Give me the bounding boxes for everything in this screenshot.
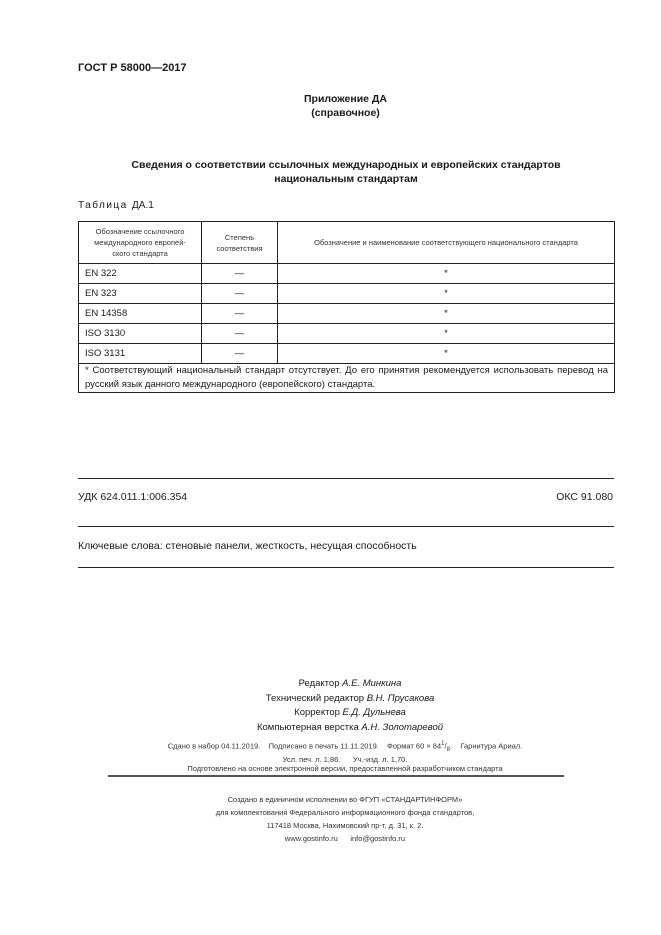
table-note-row [79, 364, 615, 393]
header-national-standard: Обозначение и наименование соответствующего национального стандарта [278, 222, 615, 264]
heading-line-1: Сведения о соответствии ссылочных международных и европейских стандартов [131, 159, 561, 171]
credit-person: А.Н. Золотаревой [361, 721, 444, 733]
cell-intl-standard: EN 322 [79, 264, 202, 284]
table-row [79, 264, 615, 284]
table-row [79, 324, 615, 344]
publisher-line: Создано в единичном исполнении во ФГУП «СТАНДАРТИНФОРМ» [227, 795, 463, 804]
format-fraction-numerator: 1 [441, 741, 445, 747]
cell-conformity: — [202, 284, 278, 304]
credit-person: А.Е. Минкина [342, 678, 402, 689]
standards-table [78, 221, 615, 393]
cell-national-standard: * [278, 344, 615, 364]
publisher-address: 117418 Москва, Нахимовский пр-т, д. 31, к. 2. [266, 821, 424, 830]
header-conformity: Степень соответствия [202, 222, 278, 264]
cell-intl-standard: ISO 3130 [79, 324, 202, 344]
print-info-line-3: Подготовлено на основе электронной версии, предоставленной разработчиком стандарта [187, 764, 503, 773]
cell-conformity: — [202, 344, 278, 364]
credit-person: Е.Д. Дульнева [342, 707, 406, 718]
cell-national-standard: * [278, 284, 615, 304]
divider-rule [78, 526, 614, 527]
credit-role: Компьютерная верстка [256, 721, 359, 733]
table-row [79, 284, 615, 304]
table-caption-prefix: Таблица [78, 200, 128, 211]
credit-role: Технический редактор [265, 692, 365, 704]
cell-intl-standard: EN 14358 [79, 304, 202, 324]
annex-block [0, 92, 661, 120]
publisher-block [160, 793, 530, 845]
document-code: ГОСТ Р 58000—2017 [78, 62, 187, 74]
credit-line [240, 692, 460, 707]
print-dates-format: Сдано в набор 04.11.2019. Подписано в печать 11.11.2019. Формат 60 × 84 [167, 741, 442, 751]
credit-role: Редактор [298, 678, 340, 689]
annex-title: Приложение ДА [304, 93, 387, 105]
table-footnote: * Соответствующий национальный стандарт отсутствует. До его принятия рекомендуется использовать перевод на русский язык данного международного (европейского) стандарта. [79, 364, 615, 393]
keywords: Ключевые слова: стеновые панели, жесткость, несущая способность [78, 540, 417, 552]
heading-line-2: национальным стандартам [274, 173, 418, 185]
udk-code: УДК 624.011.1:006.354 [78, 491, 188, 503]
oks-code: ОКС 91.080 [556, 491, 613, 503]
cell-conformity: — [202, 304, 278, 324]
cell-national-standard: * [278, 304, 615, 324]
credit-line [240, 706, 460, 721]
divider-rule [78, 478, 614, 479]
cell-conformity: — [202, 264, 278, 284]
cell-national-standard: * [278, 264, 615, 284]
cell-conformity: — [202, 324, 278, 344]
table-row [79, 304, 615, 324]
editorial-credits [240, 677, 460, 735]
header-intl-standard: Обозначение ссылочного международного европей- ского стандарта [79, 222, 202, 264]
cell-national-standard: * [278, 324, 615, 344]
section-heading [78, 158, 614, 186]
table-caption [78, 200, 154, 211]
credit-line [240, 721, 460, 736]
table-caption-number: ДА.1 [132, 200, 154, 211]
divider-rule [108, 776, 564, 777]
format-fraction-denominator: 8 [446, 747, 450, 753]
cell-intl-standard: ISO 3131 [79, 344, 202, 364]
publisher-contacts: www.gostinfo.ru info@gostinfo.ru [284, 834, 406, 843]
print-typeface: . Гарнитура Ариал. [449, 741, 523, 751]
credit-line [240, 677, 460, 692]
table-row [79, 344, 615, 364]
table-header-row [79, 222, 615, 264]
print-info-line-2: Усл. печ. л. 1,86. Уч.-изд. л. 1,70. [282, 755, 408, 764]
credit-role: Корректор [294, 707, 340, 718]
publisher-line: для комплектования Федерального информационного фонда стандартов, [215, 808, 475, 817]
annex-subtitle: (справочное) [311, 107, 380, 119]
print-info-line-1: Сдано в набор 04.11.2019. Подписано в печать 11.11.2019. Формат $60 \times 84^1/_8$. Гарнитура Ариал. [167, 741, 523, 753]
cell-intl-standard: EN 323 [79, 284, 202, 304]
credit-person: В.Н. Прусакова [366, 692, 435, 704]
divider-rule [78, 567, 614, 568]
